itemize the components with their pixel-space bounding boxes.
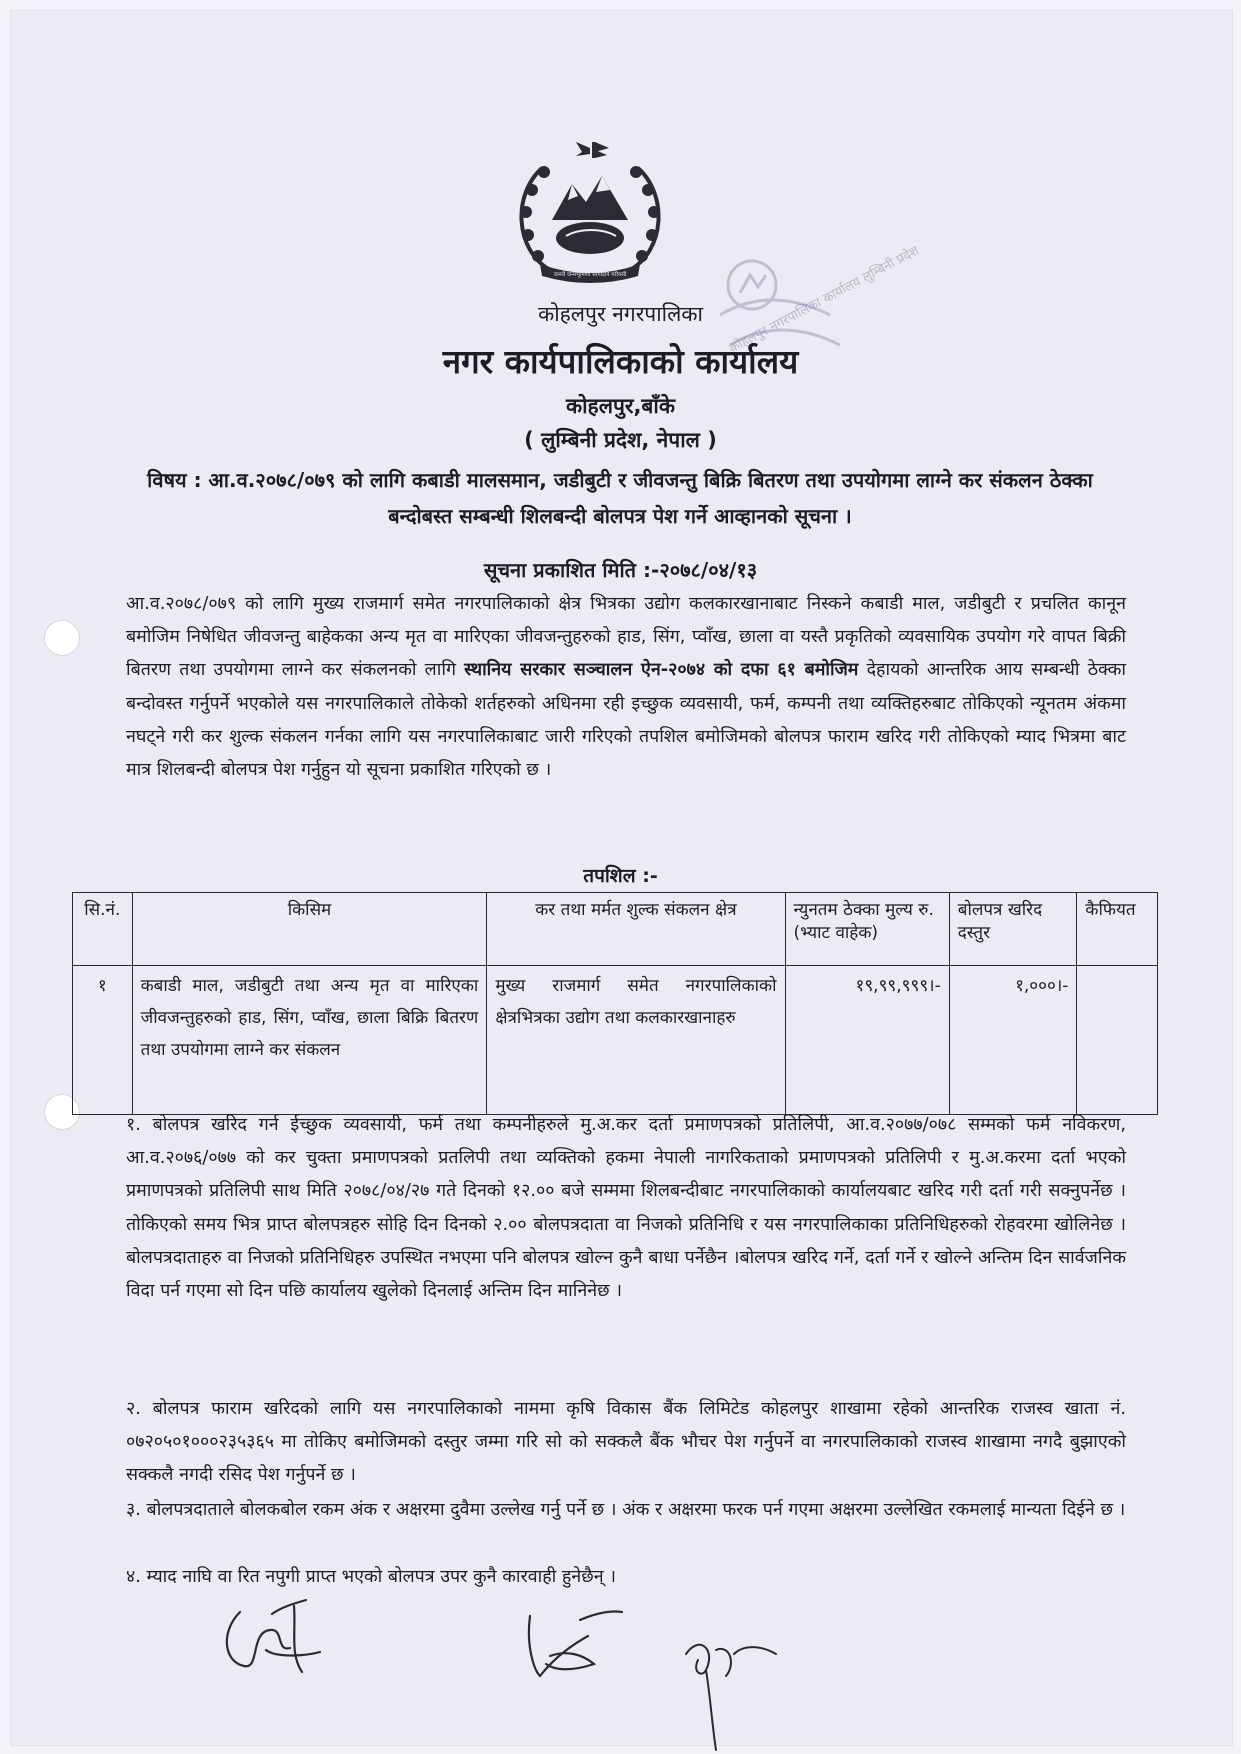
office-stamp-icon <box>690 243 922 415</box>
cell-min-price: १९,९९,९९९।- <box>785 966 949 1115</box>
signature-icon <box>676 1614 786 1754</box>
note-3: ३. बोलपत्रदाताले बोलकबोल रकम अंक र अक्षरमा दुवैमा उल्लेख गर्नु पर्ने छ । अंक र अक्षरमा फरक पर्न गएमा अक्षरमा उल्लेखित रकमलाई मान्यता दिईने छ । <box>126 1499 1126 1520</box>
note-1: १. बोलपत्र खरिद गर्न ईच्छुक व्यवसायी, फर्म तथा कम्पनीहरुले मु.अ.कर दर्ता प्रमाणपत्रको प्रतिलिपी, आ.व.२०७७/०७८ सम्मको फर्म नविकरण, आ.व.२०७६/०७७ को कर चुक्ता प्रमाणपत्रको प्रतलिपी तथा व्यक्तिको हकमा नेपाली नागरिकताको प्रमाणपत्रको प्रतिलिपी र मु.अ.करमा दर्ता भएको प्रमाणपत्रको प्रतिलिपी साथ मिति २०७८/०४/२७ गते दिनको १२.०० बजे सम्ममा शिलबन्दीबाट नगरपालिकाको कार्यालयबाट खरिद गरी दर्ता गरी सक्नुपर्नेछ । तोकिएको समय भित्र प्राप्त बोलपत्रहरु सोहि दिन दिनको २.०० बोलपत्रदाता वा निजको प्रतिनिधि र यस नगरपालिकाका प्रतिनिधिहरुको रोहवरमा खोलिनेछ । बोलपत्रदाताहरु वा निजको प्रतिनिधिहरु उपस्थित नभएमा पनि बोलपत्र खोल्न कुनै बाधा पर्नेछैन ।बोलपत्र खरिद गर्ने, दर्ता गर्ने र खोल्ने अन्तिम दिन सार्वजनिक विदा पर्न गएमा सो दिन पछि कार्यालय खुलेको दिनलाई अन्तिम दिन मानिनेछ । <box>126 1114 1126 1302</box>
cell-kind: कबाडी माल, जडीबुटी तथा अन्य मृत वा मारिएका जीवजन्तुहरुको हाड, सिंग, प्वाँख, छाला बिक्रि बितरण तथा उपयोगमा लाग्ने कर संकलन <box>132 966 487 1115</box>
office-title: नगर कार्यपालिकाको कार्यालय <box>442 342 799 381</box>
cell-remarks <box>1077 966 1158 1115</box>
intro-legal-reference: स्थानिय सरकार सञ्चालन ऐन-२०७४ को दफा ६१ बमोजिम <box>464 659 859 681</box>
publication-date: सूचना प्रकाशित मिति :-२०७८/०४/१३ <box>483 558 758 582</box>
table-row <box>73 966 1158 1115</box>
emblem-motto: जननी जन्मभूमिश्च स्वर्गादपि गरीयसी <box>553 272 627 278</box>
stamp-text: कोहलपुर नगरपालिका कार्यालय लुम्बिनी प्रदेश <box>726 243 922 357</box>
office-province: ( लुम्बिनी प्रदेश, नेपाल ) <box>524 428 717 452</box>
column-header-min-price: न्युनतम ठेक्का मुल्य रु. (भ्याट वाहेक) <box>785 893 949 966</box>
signature-icon <box>510 1606 630 1686</box>
notice-subject: विषय : आ.व.२०७८/०७९ को लागि कबाडी मालसमान, जडीबुटी र जीवजन्तु बिक्रि बितरण तथा उपयोगमा लाग्ने कर संकलन ठेक्का बन्दोबस्त सम्बन्धी शिलबन्दी बोलपत्र पेश गर्ने आव्हानको सूचना । <box>147 468 1093 528</box>
nepal-emblem-icon <box>510 140 670 290</box>
cell-serial: १ <box>73 966 133 1115</box>
column-header-fee: बोलपत्र खरिद दस्तुर <box>949 893 1077 966</box>
note-2: २. बोलपत्र फाराम खरिदको लागि यस नगरपालिकाको नाममा कृषि विकास बैंक लिमिटेड कोहलपुर शाखामा रहेको आन्तरिक राजस्व खाता नं. ०७२०५०१०००२३५३६५ मा तोकिए बमोजिमको दस्तुर जम्मा गरि सो को सक्कलै बैंक भौचर पेश गर्नुपर्ने वा नगरपालिकाको राजस्व शाखामा नगदै बुझाएको सक्कलै नगदी रसिद पेश गर्नुपर्ने छ । <box>126 1398 1126 1486</box>
intro-paragraph <box>126 587 1126 786</box>
intro-text: देहायको आन्तरिक आय सम्बन्धी ठेक्का बन्दोवस्त गर्नुपर्ने भएकोले यस नगरपालिकाले तोकेको शर्तहरुको अधिनमा रही इच्छुक व्यवसायी, फर्म, कम्पनी तथा व्यक्तिहरुबाट तोकिएको न्यूनतम अंकमा नघट्ने गरी कर शुल्क संकलन गर्नका लागि यस नगरपालिकाबाट जारी गरिएको तपशिल बमोजिमको बोलपत्र फाराम खरिद गरी तोकिएको म्याद भित्रमा बाट मात्र शिलबन्दी बोलपत्र पेश गर्नुहुन यो सूचना प्रकाशित गरिएको छ । <box>126 659 1126 781</box>
intro-text: आ.व.२०७८/०७९ को लागि मुख्य राजमार्ग समेत नगरपालिकाको क्षेत्र भित्रका उद्योग कलकारखानाबाट निस्कने कबाडी माल, जडीबुटी र प्रचलित कानून बमोजिम निषेधित जीवजन्तु बाहेकका अन्य मृत वा मारिएका जीवजन्तुहरुको हाड, सिंग, प्वाँख, छाला वा यस्तै प्रकृतिको व्यवसायिक उपयोग गरे वापत बिक्री बितरण तथा उपयोगमा लाग्ने कर संकलनको लागि <box>126 593 1126 681</box>
table-header-row <box>73 893 1158 966</box>
office-location: कोहलपुर,बाँके <box>565 394 675 418</box>
municipality-name: कोहलपुर नगरपालिका <box>538 302 703 326</box>
column-header-kind: किसिम <box>132 893 487 966</box>
cell-area: मुख्य राजमार्ग समेत नगरपालिकाको क्षेत्रभित्रका उद्योग तथा कलकारखानाहरु <box>487 966 785 1115</box>
column-header-serial: सि.नं. <box>73 893 133 966</box>
column-header-remarks: कैफियत <box>1077 893 1158 966</box>
note-4: ४. म्याद नाघि वा रित नपुगी प्राप्त भएको बोलपत्र उपर कुनै कारवाही हुनेछैन् । <box>126 1566 616 1587</box>
signature-icon <box>210 1592 330 1682</box>
schedule-table <box>72 892 1158 1115</box>
schedule-heading: तपशिल :- <box>583 865 658 887</box>
punch-hole <box>44 620 80 656</box>
column-header-area: कर तथा मर्मत शुल्क संकलन क्षेत्र <box>487 893 785 966</box>
cell-fee: १,०००।- <box>949 966 1077 1115</box>
